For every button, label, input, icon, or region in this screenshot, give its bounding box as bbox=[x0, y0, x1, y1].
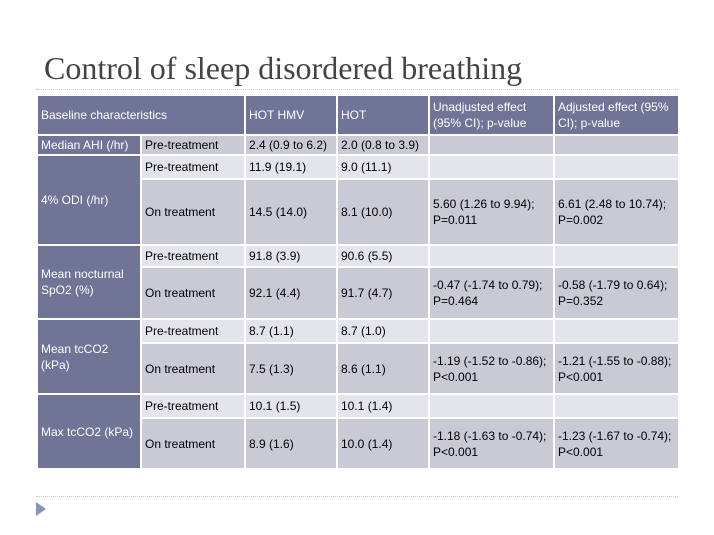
header-hot-hmv: HOT HMV bbox=[245, 95, 337, 135]
hot-cell: 10.0 (1.4) bbox=[337, 418, 429, 469]
unadjusted-cell: 5.60 (1.26 to 9.94); P=0.011 bbox=[429, 179, 554, 245]
unadjusted-cell bbox=[429, 319, 554, 343]
hot-cell: 8.1 (10.0) bbox=[337, 179, 429, 245]
table-row bbox=[37, 155, 679, 179]
hot-cell: 9.0 (11.1) bbox=[337, 155, 429, 179]
period-cell: Pre-treatment bbox=[141, 155, 245, 179]
adjusted-cell: -1.21 (-1.55 to -0.88); P<0.001 bbox=[554, 343, 679, 394]
unadjusted-cell bbox=[429, 394, 554, 418]
hot-cell: 2.0 (0.8 to 3.9) bbox=[337, 135, 429, 155]
hot-hmv-cell: 8.7 (1.1) bbox=[245, 319, 337, 343]
footer-divider bbox=[36, 496, 678, 497]
row-label-odi: 4% ODI (/hr) bbox=[37, 155, 141, 245]
header-baseline: Baseline characteristics bbox=[37, 95, 245, 135]
adjusted-cell bbox=[554, 155, 679, 179]
hot-cell: 8.7 (1.0) bbox=[337, 319, 429, 343]
adjusted-cell bbox=[554, 319, 679, 343]
unadjusted-cell: -0.47 (-1.74 to 0.79); P=0.464 bbox=[429, 267, 554, 319]
unadjusted-cell: -1.18 (-1.63 to -0.74); P<0.001 bbox=[429, 418, 554, 469]
period-cell: On treatment bbox=[141, 343, 245, 394]
title-divider bbox=[36, 89, 678, 90]
period-cell: Pre-treatment bbox=[141, 394, 245, 418]
period-cell: On treatment bbox=[141, 418, 245, 469]
adjusted-cell: -0.58 (-1.79 to 0.64); P=0.352 bbox=[554, 267, 679, 319]
adjusted-cell bbox=[554, 135, 679, 155]
header-row bbox=[37, 95, 679, 135]
header-unadjusted: Unadjusted effect (95% CI); p-value bbox=[429, 95, 554, 135]
unadjusted-cell bbox=[429, 155, 554, 179]
adjusted-cell bbox=[554, 245, 679, 267]
header-hot: HOT bbox=[337, 95, 429, 135]
hot-cell: 10.1 (1.4) bbox=[337, 394, 429, 418]
row-label-max-tcco2: Max tcCO2 (kPa) bbox=[37, 394, 141, 469]
period-cell: Pre-treatment bbox=[141, 245, 245, 267]
row-label-ahi: Median AHI (/hr) bbox=[37, 135, 141, 155]
hot-hmv-cell: 11.9 (19.1) bbox=[245, 155, 337, 179]
hot-hmv-cell: 2.4 (0.9 to 6.2) bbox=[245, 135, 337, 155]
hot-hmv-cell: 91.8 (3.9) bbox=[245, 245, 337, 267]
table-row bbox=[37, 319, 679, 343]
period-cell: Pre-treatment bbox=[141, 319, 245, 343]
adjusted-cell bbox=[554, 394, 679, 418]
unadjusted-cell bbox=[429, 245, 554, 267]
table-row bbox=[37, 135, 679, 155]
hot-cell: 90.6 (5.5) bbox=[337, 245, 429, 267]
period-cell: On treatment bbox=[141, 179, 245, 245]
hot-hmv-cell: 10.1 (1.5) bbox=[245, 394, 337, 418]
period-cell: Pre-treatment bbox=[141, 135, 245, 155]
adjusted-cell: 6.61 (2.48 to 10.74); P=0.002 bbox=[554, 179, 679, 245]
row-label-spo2: Mean nocturnal SpO2 (%) bbox=[37, 245, 141, 319]
row-label-mean-tcco2: Mean tcCO2 (kPa) bbox=[37, 319, 141, 394]
table-row bbox=[37, 394, 679, 418]
hot-cell: 8.6 (1.1) bbox=[337, 343, 429, 394]
hot-hmv-cell: 7.5 (1.3) bbox=[245, 343, 337, 394]
slide-title: Control of sleep disordered breathing bbox=[44, 50, 523, 86]
unadjusted-cell: -1.19 (-1.52 to -0.86); P<0.001 bbox=[429, 343, 554, 394]
hot-hmv-cell: 8.9 (1.6) bbox=[245, 418, 337, 469]
hot-cell: 91.7 (4.7) bbox=[337, 267, 429, 319]
header-adjusted: Adjusted effect (95% CI); p-value bbox=[554, 95, 679, 135]
adjusted-cell: -1.23 (-1.67 to -0.74); P<0.001 bbox=[554, 418, 679, 469]
hot-hmv-cell: 92.1 (4.4) bbox=[245, 267, 337, 319]
unadjusted-cell bbox=[429, 135, 554, 155]
results-table bbox=[36, 94, 680, 470]
table-row bbox=[37, 245, 679, 267]
hot-hmv-cell: 14.5 (14.0) bbox=[245, 179, 337, 245]
triangle-bullet-icon bbox=[36, 502, 46, 516]
period-cell: On treatment bbox=[141, 267, 245, 319]
